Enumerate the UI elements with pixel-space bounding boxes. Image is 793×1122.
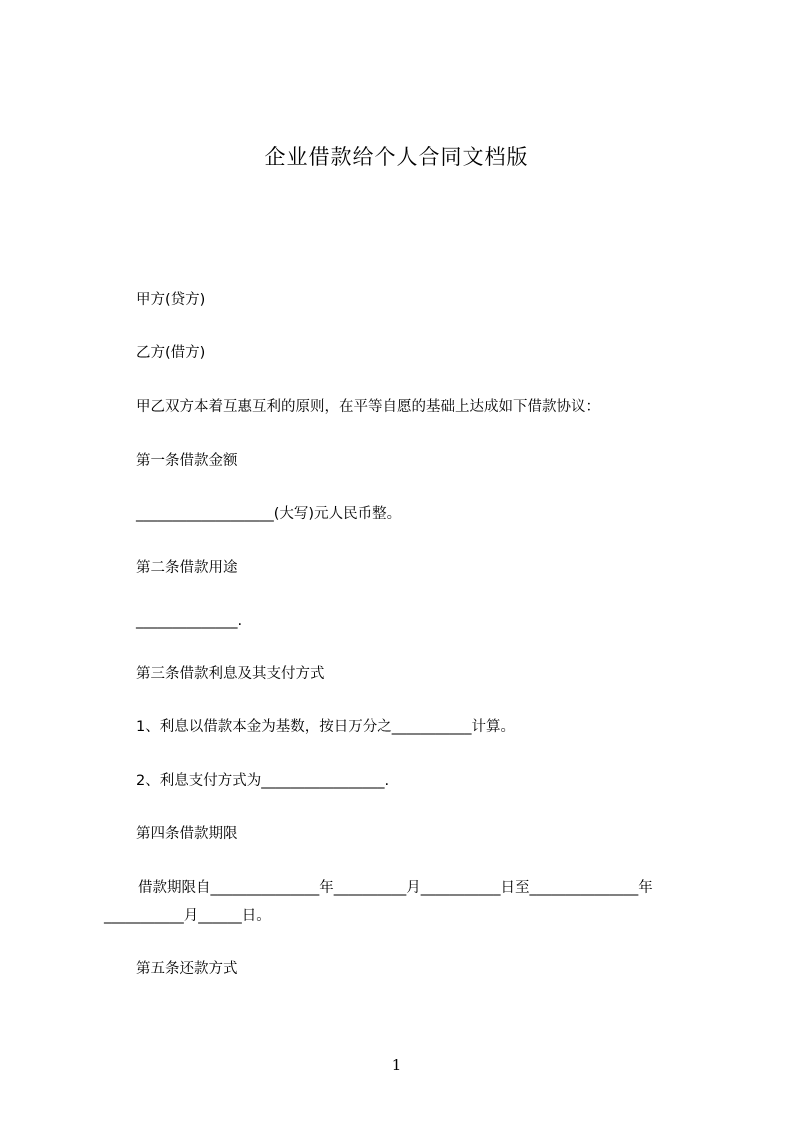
article-4-heading: 第四条借款期限 [136,826,238,842]
agreement-intro: 甲乙双方本着互惠互利的原则，在平等自愿的基础上达成如下借款协议： [136,399,600,415]
interest-rate-line: 1、利息以借款本金为基数，按日万分之___________计算。 [136,719,515,735]
article-5-heading: 第五条还款方式 [136,961,238,977]
interest-payment-line: 2、利息支付方式为_________________. [136,773,390,789]
loan-amount-line: ___________________(大写)元人民币整。 [136,506,402,522]
article-2-heading: 第二条借款用途 [136,560,238,576]
page-number: 1 [391,1056,402,1074]
article-3-heading: 第三条借款利息及其支付方式 [136,666,325,682]
document-title: 企业借款给个人合同文档版 [264,145,529,169]
article-1-heading: 第一条借款金额 [136,453,238,469]
party-b-line: 乙方(借方) [136,345,206,361]
loan-purpose-line: ______________. [136,613,243,629]
party-a-line: 甲方(贷方) [136,292,206,308]
loan-term-line: 借款期限自_______________年__________月___________日至_______________年___________月______日。 [104,880,653,924]
